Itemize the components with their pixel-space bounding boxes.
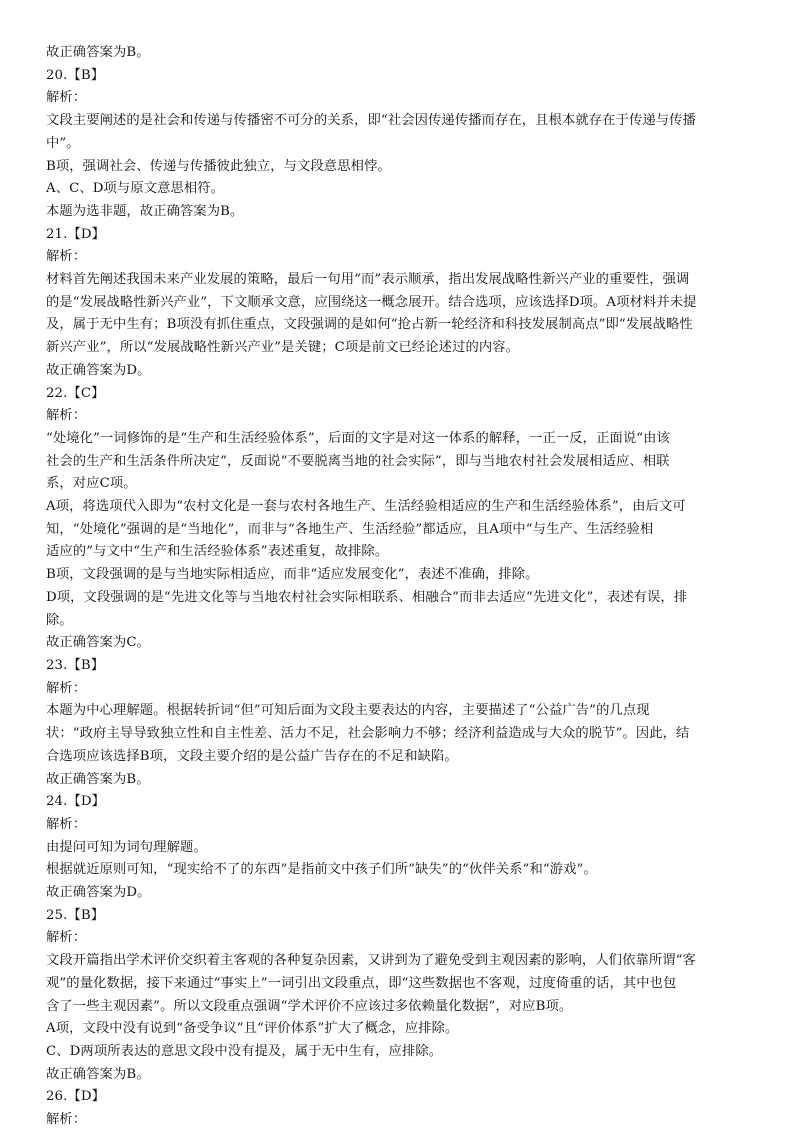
analysis-label: 解析： [46, 249, 87, 265]
answer-line: 本题为选非题，故正确答案为B。 [46, 203, 244, 219]
explanation-text: 文段开篇指出学术评价交织着主客观的各种复杂因素，又讲到为了避免受到主观因素的影响，人们依靠所谓“客 [46, 953, 696, 969]
explanation-text: D项，文段强调的是“先进文化等与当地农村社会实际相联系、相融合”而非去适应“先进文化”，表述有误，排 [46, 589, 688, 605]
explanation-text: 材料首先阐述我国未来产业发展的策略，最后一句用“而”表示顺承，指出发展战略性新兴产业的重要性，强调 [46, 272, 690, 288]
question-number: 23.【B】 [46, 657, 105, 673]
analysis-label: 解析： [46, 1112, 87, 1128]
explanation-text: 系，对应C项。 [46, 476, 137, 492]
explanation-text: 本题为中心理解题。根据转折词“但”可知后面为文段主要表达的内容，主要描述了“公益广告”的几点现 [46, 703, 650, 719]
explanation-text: 知，“处境化”强调的是“当地化”，而非与“各地生产、生活经验”都适应，且A项中“与生产、生活经验相 [46, 521, 654, 537]
answer-line: 故正确答案为D。 [46, 362, 151, 378]
explanation-text: 含了一些主观因素”。所以文段重点强调“学术评价不应该过多依赖量化数据”，对应B项。 [46, 998, 573, 1014]
answer-line: 故正确答案为B。 [46, 45, 150, 60]
explanation-text: 状：“政府主导导致独立性和自主性差、活力不足，社会影响力不够；经济利益造成与大众的脱节”。因此，结 [46, 726, 690, 742]
answer-line: 故正确答案为B。 [46, 771, 150, 787]
explanation-text: A、C、D项与原文意思相符。 [46, 181, 225, 197]
explanation-text: 观”的量化数据，接下来通过“事实上”一词引出文段重点，即“这些数据也不客观，过度倚重的话，其中也包 [46, 975, 677, 991]
analysis-label: 解析： [46, 90, 87, 106]
explanation-text: 由提问可知为词句理解题。 [46, 839, 207, 855]
explanation-text: 适应的”与文中“生产和生活经验体系”表述重复，故排除。 [46, 544, 389, 560]
explanation-text: 新兴产业”，所以“发展战略性新兴产业”是关键；C项是前文已经论述过的内容。 [46, 340, 520, 356]
question-number: 25.【B】 [46, 907, 105, 923]
question-number: 21.【D】 [46, 226, 106, 242]
explanation-text: 合选项应该选择B项，文段主要介绍的是公益广告存在的不足和缺陷。 [46, 748, 458, 764]
analysis-label: 解析： [46, 680, 87, 696]
question-number: 24.【D】 [46, 794, 106, 810]
answer-line: 故正确答案为B。 [46, 1066, 150, 1082]
answer-explanation-document [46, 42, 760, 1132]
answer-line: 故正确答案为C。 [46, 635, 151, 651]
answer-line: 故正确答案为D。 [46, 885, 151, 901]
analysis-label: 解析： [46, 816, 87, 832]
explanation-text: 社会的生产和生活条件所决定”，反面说“不要脱离当地的社会实际”，即与当地农村社会发展相适应、相联 [46, 453, 670, 469]
explanation-text: B项，强调社会、传递与传播彼此独立，与文段意思相悖。 [46, 158, 391, 174]
explanation-text: 文段主要阐述的是社会和传递与传播密不可分的关系，即“社会因传递传播而存在，且根本就存在于传递与传播 [46, 113, 696, 129]
explanation-text: 及，属于无中生有；B项没有抓住重点，文段强调的是如何“抢占新一轮经济和科技发展制高点”即“发展战略性 [46, 317, 693, 333]
explanation-text: 的是“发展战略性新兴产业”，下文顺承文意，应围绕这一概念展开。结合选项，应该选择D项。A项材料并未提 [46, 294, 697, 310]
explanation-text: 除。 [46, 612, 73, 628]
explanation-text: A项，文段中没有说到“备受争议”且“评价体系”扩大了概念，应排除。 [46, 1021, 459, 1037]
analysis-label: 解析： [46, 930, 87, 946]
explanation-text: C、D两项所表达的意思文段中没有提及，属于无中生有，应排除。 [46, 1043, 443, 1059]
explanation-text: A项，将选项代入即为“农村文化是一套与农村各地生产、生活经验相适应的生产和生活经验体系”，由后文可 [46, 499, 686, 515]
question-number: 20.【B】 [46, 67, 105, 83]
explanation-text: 中”。 [46, 135, 80, 151]
explanation-text: B项，文段强调的是与当地实际相适应，而非“适应发展变化”，表述不准确，排除。 [46, 567, 539, 583]
question-number: 26.【D】 [46, 1089, 106, 1105]
analysis-label: 解析： [46, 408, 87, 424]
explanation-text: “处境化”一词修饰的是“生产和生活经验体系”，后面的文字是对这一体系的解释，一正一反，正面说“由该 [46, 430, 670, 446]
explanation-text: 根据就近原则可知，“现实给不了的东西”是指前文中孩子们所“缺失”的“伙伴关系”和“游戏”。 [46, 862, 597, 878]
question-number: 22.【C】 [46, 385, 105, 401]
